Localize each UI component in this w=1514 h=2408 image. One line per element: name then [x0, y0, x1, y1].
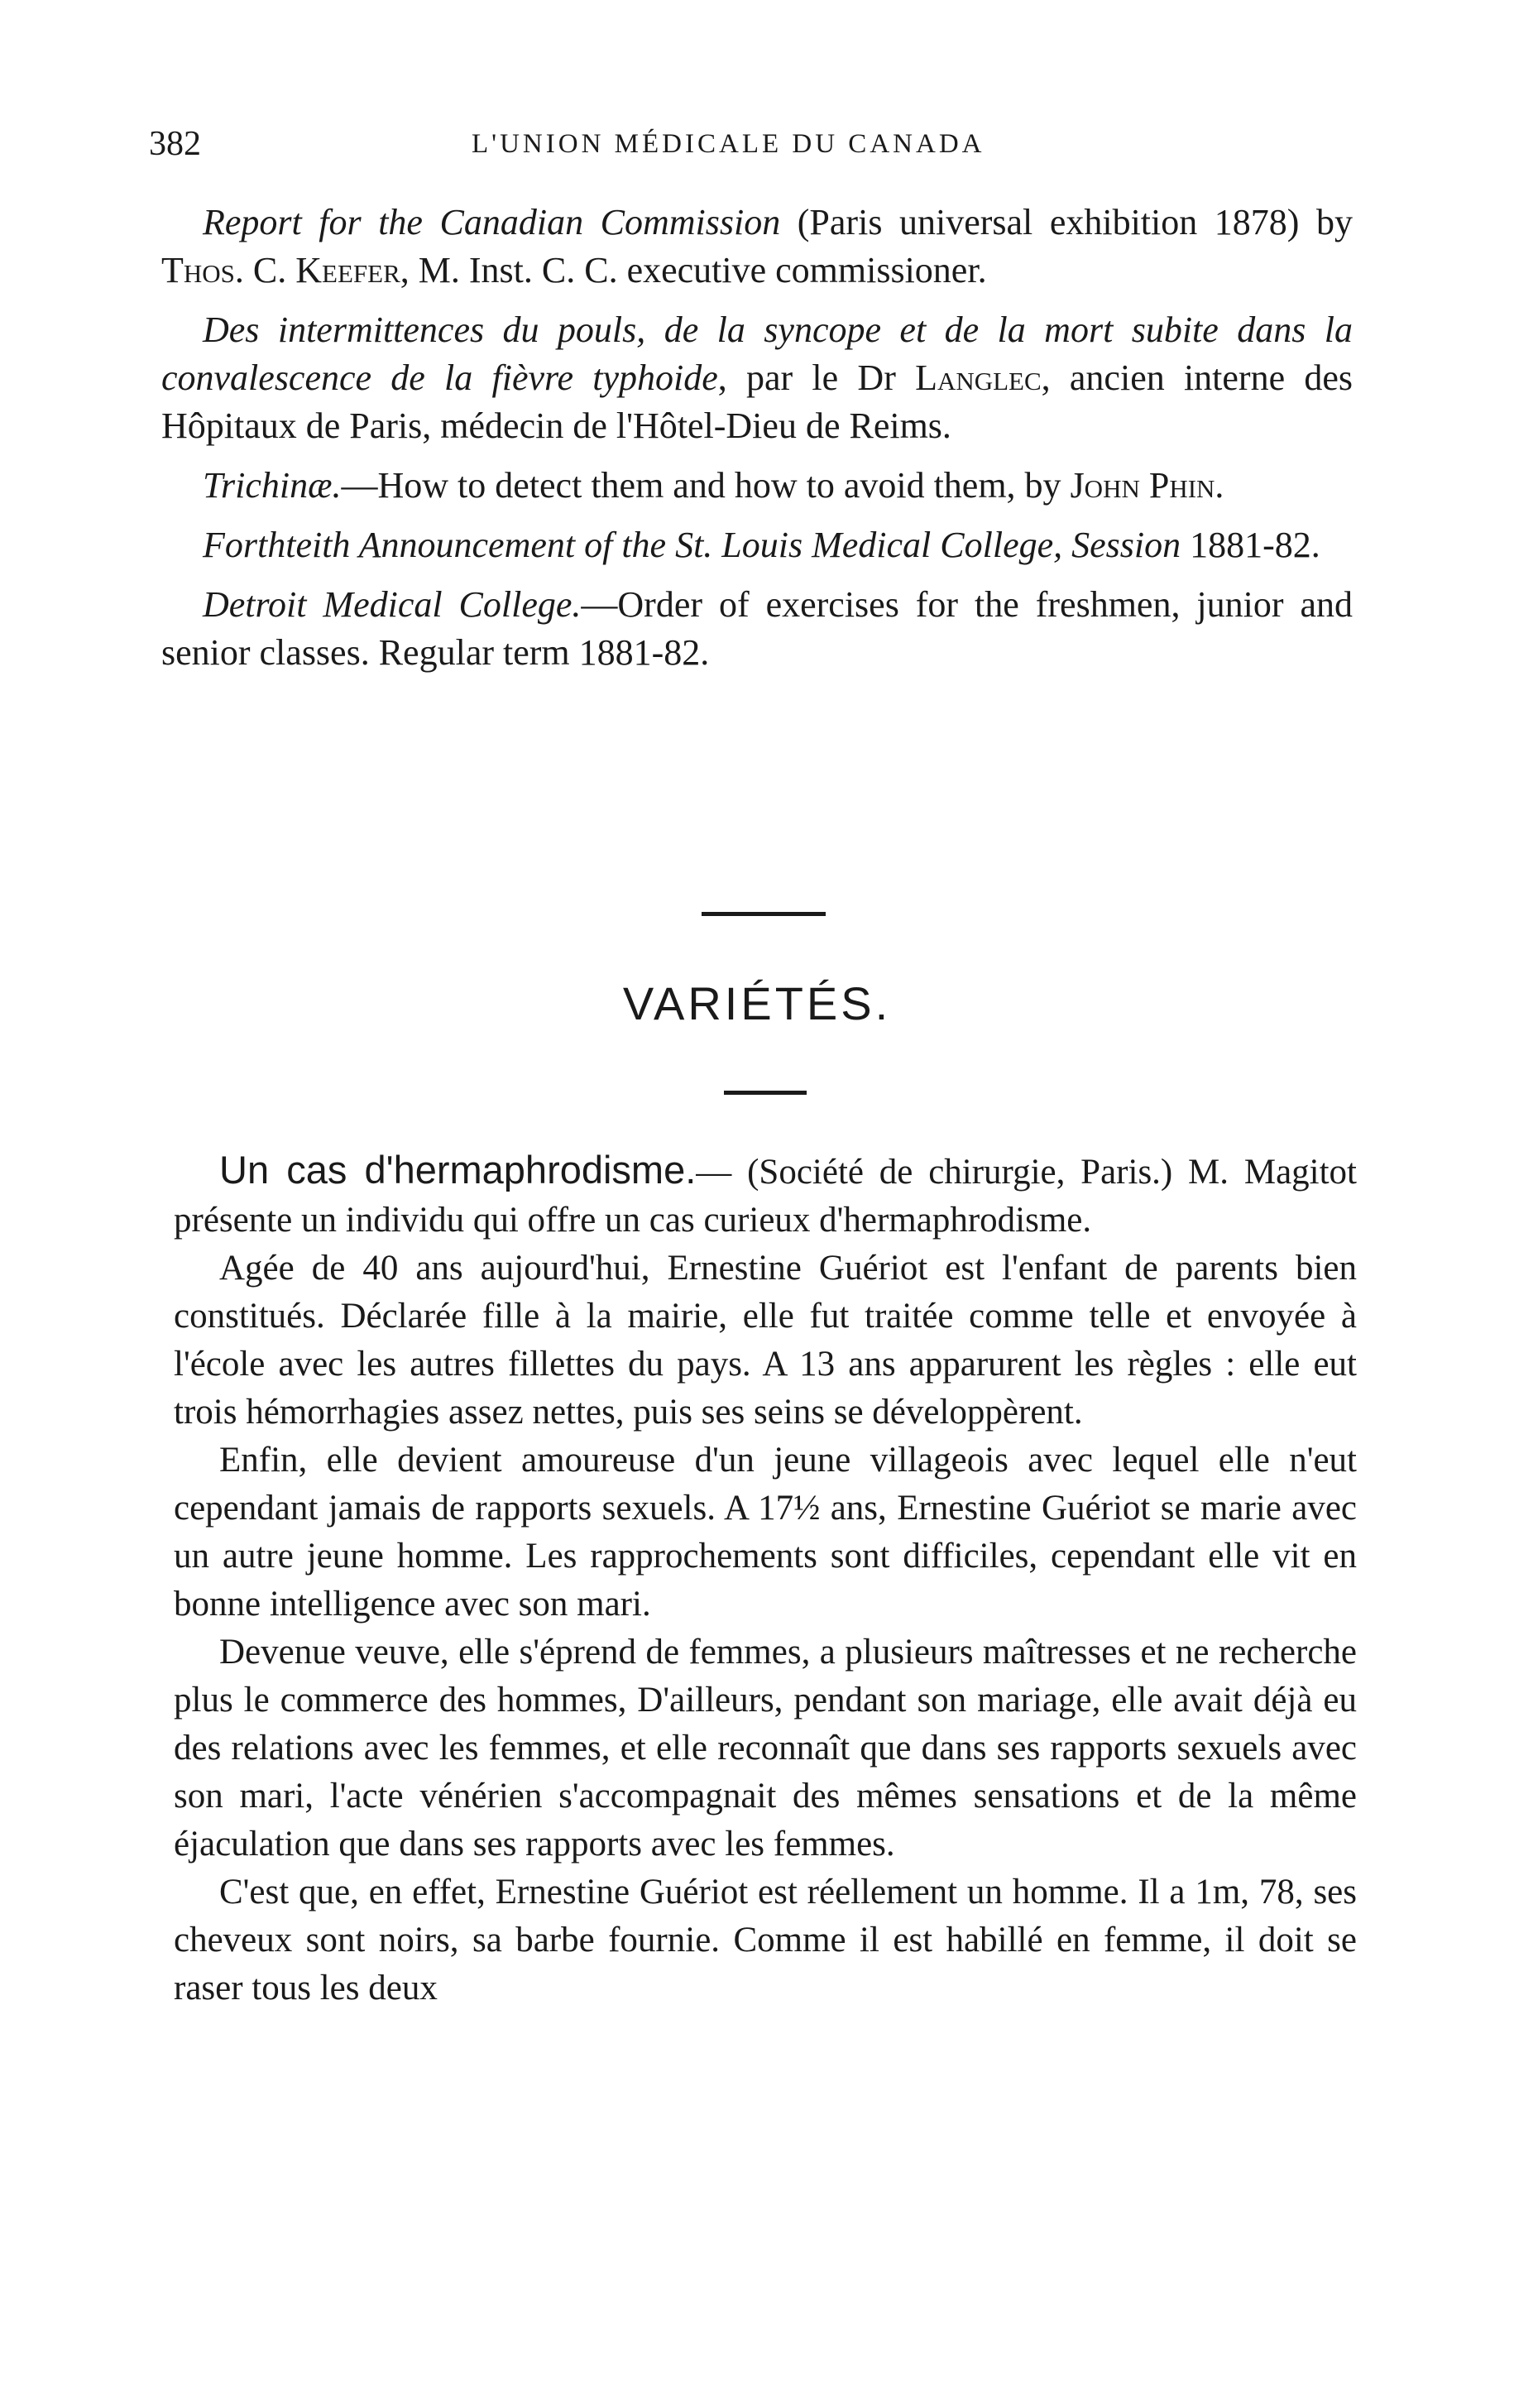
entry-title: Detroit Medical College.	[203, 584, 582, 625]
article-lead: — (Société de chirurgie, Paris.) M. Magitot présente un individu qui offre un cas curieux d'hermaphrodisme.	[174, 1153, 1358, 1240]
entry-text: , ancien interne des Hôpitaux de Paris, médecin de l'Hôtel-Dieu de Reims.	[161, 357, 1353, 446]
section-divider	[702, 912, 826, 916]
entry-text: —How to detect them and how to avoid them, by	[341, 465, 1071, 506]
entry-text: 1881-82.	[1181, 525, 1320, 565]
page-number: 382	[149, 125, 201, 163]
article-lead-paragraph	[174, 1146, 1357, 1245]
entry-text: (Paris universal exhibition 1878) by	[780, 202, 1353, 242]
article-title: Un cas d'hermaphrodisme.	[219, 1148, 697, 1192]
bibliography-entry	[161, 306, 1353, 450]
heading-divider	[724, 1091, 807, 1095]
article-paragraph: Enfin, elle devient amoureuse d'un jeune villageois avec lequel elle n'eut cependant jamais de rapports sexuels. A 17½ ans, Ernestine Guériot se marie avec un autre jeune homme. Les rapprochements sont difficiles, cependant elle vit en bonne intelligence avec son mari.	[174, 1441, 1357, 1624]
article-body	[174, 1146, 1357, 2012]
entry-text: .	[1215, 465, 1224, 506]
article-paragraph: C'est que, en effet, Ernestine Guériot est réellement un homme. Il a 1m, 78, ses cheveux sont noirs, sa barbe fournie. Comme il est habillé en femme, il doit se raser tous les deux	[174, 1873, 1357, 2007]
bibliography-list	[161, 199, 1353, 688]
bibliography-entry	[161, 581, 1353, 677]
article-paragraph: Devenue veuve, elle s'éprend de femmes, a plusieurs maîtresses et ne recherche plus le commerce des hommes, D'ailleurs, pendant son mariage, elle avait déjà eu des relations avec les femmes, et elle reconnaît que dans ses rapports sexuels avec son mari, l'acte vénérien s'accompagnait des mêmes sensations et de la même éjaculation que dans ses rapports avec les femmes.	[174, 1633, 1357, 1864]
entry-title: Report for the Canadian Commission	[203, 202, 781, 242]
article-paragraph: Agée de 40 ans aujourd'hui, Ernestine Guériot est l'enfant de parents bien constitués. Déclarée fille à la mairie, elle fut traitée comme telle et envoyée à l'école avec les autres fillettes du pays. A 13 ans apparurent les règles : elle eut trois hémorrhagies assez nettes, puis ses seins se développèrent.	[174, 1249, 1357, 1432]
entry-title: Trichinæ.	[203, 465, 342, 506]
entry-author: Thos. C. Keefer	[161, 250, 400, 290]
entry-text: —Order of exercises for the freshmen, junior and senior classes. Regular term 1881-82.	[161, 584, 1353, 673]
bibliography-entry	[161, 199, 1353, 295]
bibliography-entry	[161, 462, 1353, 510]
entry-author: Langlec	[915, 357, 1042, 398]
entry-text: , M. Inst. C. C. executive commissioner.	[400, 250, 987, 290]
entry-title: Forthteith Announcement of the St. Louis Medical College, Session	[203, 525, 1181, 565]
entry-text: , par le Dr	[717, 357, 916, 398]
section-heading: VARIÉTÉS.	[622, 977, 892, 1029]
running-title: L'UNION MÉDICALE DU CANADA	[472, 129, 985, 159]
entry-author: John Phin	[1070, 465, 1215, 506]
page-header	[149, 124, 1349, 182]
entry-title: Des intermittences du pouls, de la syncope et de la mort subite dans la convalescence de la fièvre typhoide	[161, 309, 1353, 398]
bibliography-entry	[161, 521, 1353, 569]
